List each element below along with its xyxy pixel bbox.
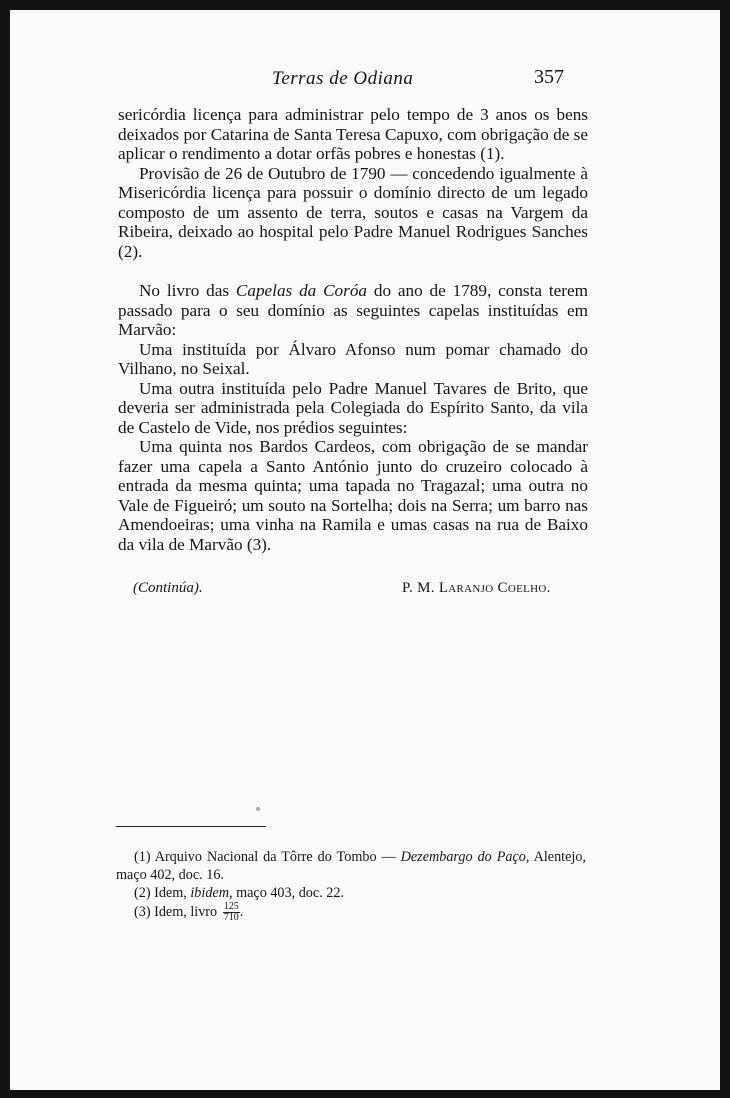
- footnote-2-start: (2) Idem,: [134, 885, 191, 901]
- footnote-2: [116, 884, 586, 902]
- paragraph-1: sericórdia licença para administrar pelo tempo de 3 anos os bens deixados por Catarina de Santa Teresa Capuxo, com obrigação de se aplicar o rendimento a dotar orfãs pobres e honestas (1).: [118, 105, 588, 163]
- paragraph-4: Uma instituída por Álvaro Afonso num pomar chamado do Vilhano, no Seixal.: [118, 339, 588, 378]
- footnote-3-start: (3) Idem, livro: [134, 903, 221, 920]
- footnote-3: [116, 902, 586, 923]
- fraction-numerator: 125: [223, 901, 239, 912]
- footnote-2-end: , maço 403, doc. 22.: [228, 885, 345, 901]
- book-title-capelas: Capelas da Coróa: [235, 281, 368, 300]
- footnote-1-start: (1) Arquivo Nacional da Tôrre do Tombo —: [134, 849, 401, 865]
- signature-line: [10, 580, 720, 604]
- footnotes: [116, 848, 586, 923]
- paragraph-3: [118, 281, 588, 340]
- footnote-rule: [116, 826, 266, 827]
- footnote-1-italic: Dezembargo do Paço: [400, 849, 526, 865]
- continued-note: (Continúa).: [133, 580, 203, 596]
- paragraph-5: Uma outra instituída pelo Padre Manuel Tavares de Brito, que deveria ser administrada pela Colegiada do Espírito Santo, da vila de Castelo de Vide, nos prédios seguintes:: [118, 378, 588, 437]
- paragraph-2: Provisão de 26 de Outubro de 1790 — concedendo igualmente à Misericórdia licença para possuir o domínio directo de um legado composto de um assento de terra, soutos e casas na Vargem da Ribeira, deixado ao hospital pelo Padre Manuel Rodrigues Sanches (2).: [118, 163, 588, 261]
- body-text: [118, 105, 588, 554]
- print-speck: [256, 807, 260, 811]
- footnote-3-end: .: [239, 903, 244, 920]
- book-page: [10, 10, 720, 1090]
- fraction-denominator: 710: [223, 912, 239, 923]
- page-header: [10, 68, 720, 98]
- author-name: P. M. Laranjo Coelho.: [402, 580, 551, 596]
- paragraph-3-start: No livro das: [139, 281, 236, 300]
- running-title: Terras de Odiana: [272, 68, 414, 89]
- paragraph-6: Uma quinta nos Bardos Cardeos, com obrigação de se mandar fazer uma capela a Santo António junto do cruzeiro colocado à entrada da mesma quinta; uma tapada no Tragazal; uma outra no Vale de Figueiró; um souto na Sortelha; dois na Serra; um barro nas Amendoeiras; uma vinha na Ramila e umas casas na rua de Baixo da vila de Marvão (3).: [118, 437, 588, 554]
- page-number: 357: [534, 66, 564, 88]
- footnote-2-italic: ibidem: [190, 885, 229, 901]
- paragraph-3-end: do ano de 1789, consta terem passado para o seu domínio as seguintes capelas instituídas em Marvão:: [118, 281, 588, 339]
- footnote-1-end: , Alentejo, maço 402, doc. 16.: [116, 849, 586, 883]
- fraction: [223, 902, 240, 923]
- footnote-1: [116, 848, 586, 884]
